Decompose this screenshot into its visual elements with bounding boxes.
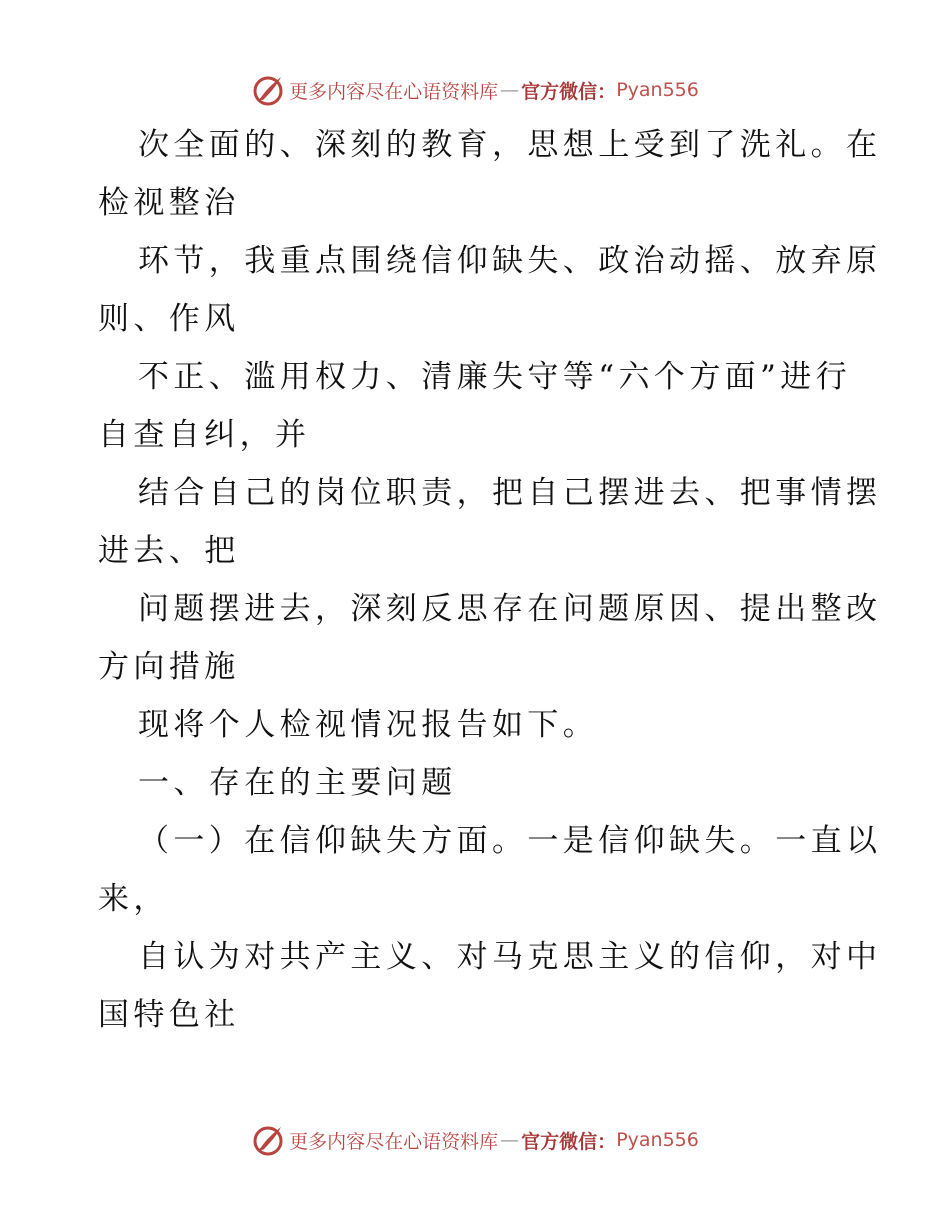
paragraph-line: 方向措施	[98, 649, 240, 685]
paragraph-line: 不正、滥用权力、清廉失守等“六个方面”进行	[138, 359, 852, 395]
paragraph-line: 结合自己的岗位职责，把自己摆进去、把事情摆	[138, 475, 882, 511]
paragraph-line: 环节，我重点围绕信仰缺失、政治动摇、放弃原	[138, 243, 882, 279]
watermark-wechat-id: Pyan556	[616, 79, 699, 101]
watermark-label: 官方微信：	[521, 1130, 617, 1153]
feather-pen-logo-icon	[251, 1123, 285, 1157]
paragraph-line: 现将个人检视情况报告如下。	[138, 707, 599, 743]
watermark-label: 官方微信：	[521, 80, 617, 103]
paragraph-line: 自查自纠，并	[98, 417, 311, 453]
watermark-dash: —	[500, 1129, 520, 1151]
paragraph-line: 检视整治	[98, 185, 240, 221]
paragraph-line: （一）在信仰缺失方面。一是信仰缺失。一直以	[138, 823, 882, 859]
paragraph-line: 则、作风	[98, 301, 240, 337]
document-body	[98, 116, 882, 1044]
paragraph-line: 自认为对共产主义、对马克思主义的信仰，对中	[138, 939, 882, 975]
paragraph-line: 次全面的、深刻的教育，思想上受到了洗礼。在	[138, 127, 882, 163]
header-watermark	[0, 70, 950, 110]
feather-pen-logo-icon	[251, 73, 285, 107]
paragraph-line: 国特色社	[98, 997, 240, 1033]
paragraph-line: 进去、把	[98, 533, 240, 569]
section-heading: 一、存在的主要问题	[138, 765, 457, 801]
paragraph-line: 问题摆进去，深刻反思存在问题原因、提出整改	[138, 591, 882, 627]
paragraph-line: 来，	[98, 881, 169, 917]
watermark-site-text: 更多内容尽在心语资料库	[289, 1130, 499, 1153]
footer-watermark	[0, 1120, 950, 1160]
watermark-site-text: 更多内容尽在心语资料库	[289, 80, 499, 103]
watermark-wechat-id: Pyan556	[616, 1129, 699, 1151]
watermark-dash: —	[500, 79, 520, 101]
